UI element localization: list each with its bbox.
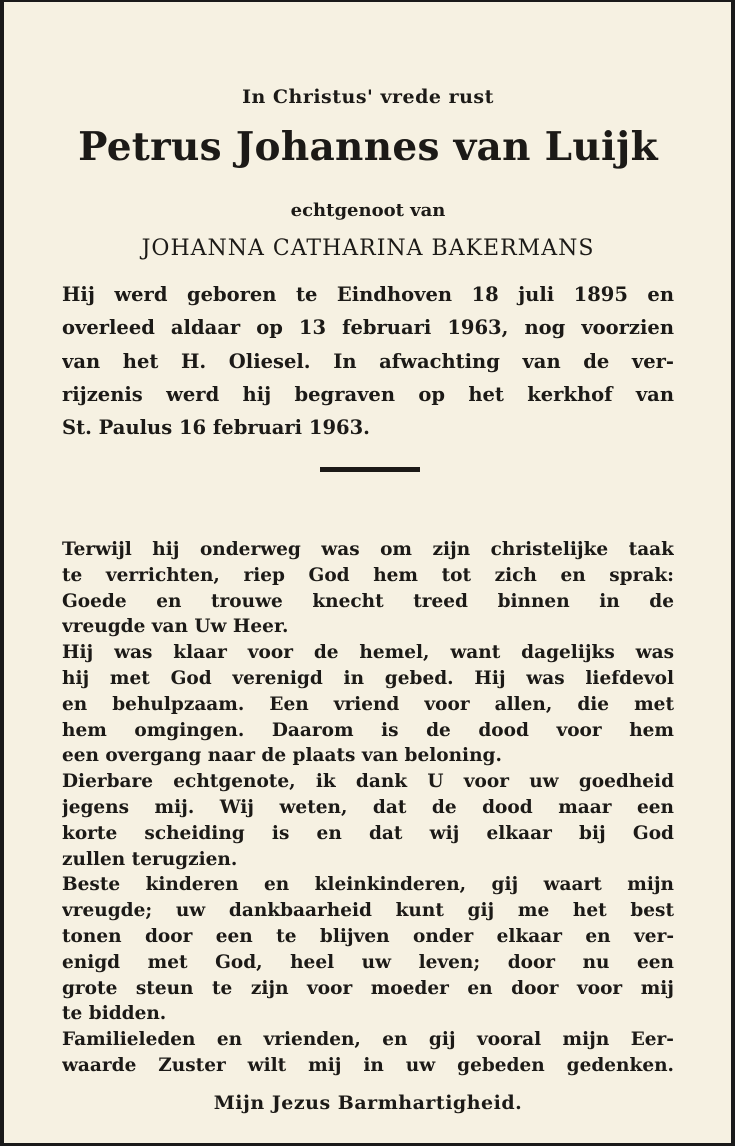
meditation-line: tonen door een te blijven onder elkaar en ver- <box>62 925 674 947</box>
meditation-line: vreugde; uw dankbaarheid kunt gij me het best <box>62 900 674 922</box>
bio-line: overleed aldaar op 13 februari 1963, nog voorzien <box>62 316 674 340</box>
meditation-line: een overgang naar de plaats van beloning. <box>62 745 502 767</box>
meditation-line: hem omgingen. Daarom is de dood voor hem <box>62 719 674 741</box>
meditation-line: zullen terugzien. <box>62 848 238 870</box>
meditation-line: Terwijl hij onderweg was om zijn christelijke taak <box>62 539 674 560</box>
meditation-line: Goede en trouwe knecht treed binnen in de <box>62 590 674 612</box>
opening-phrase: In Christus' vrede rust <box>242 86 494 108</box>
meditation-line: korte scheiding is en dat wij elkaar bij God <box>62 822 674 844</box>
meditation-line: enigd met God, heel uw leven; door nu een <box>62 951 674 973</box>
meditation-line: Dierbare echtgenote, ik dank U voor uw goedheid <box>62 771 674 793</box>
meditation-line: te verrichten, riep God hem tot zich en sprak: <box>62 564 674 586</box>
bio-line: rijzenis werd hij begraven op het kerkhof van <box>62 382 674 406</box>
meditation-line: Beste kinderen en kleinkinderen, gij waart mijn <box>62 874 674 896</box>
spouse-name: JOHANNA CATHARINA BAKERMANS <box>141 236 595 261</box>
memorial-card <box>4 2 731 1143</box>
spouse-label: echtgenoot van <box>290 200 446 221</box>
deceased-name: Petrus Johannes van Luijk <box>78 124 658 170</box>
closing-prayer: Mijn Jezus Barmhartigheid. <box>213 1092 523 1114</box>
meditation-text <box>62 537 674 1079</box>
meditation-line: vreugde van Uw Heer. <box>62 616 289 638</box>
bio-line: Hij werd geboren te Eindhoven 18 juli 1895 en <box>62 283 674 306</box>
bio-line: St. Paulus 16 februari 1963. <box>62 416 370 440</box>
meditation-line: waarde Zuster wilt mij in uw gebeden gedenken. <box>62 1054 674 1076</box>
meditation-line: hij met God verenigd in gebed. Hij was liefdevol <box>62 667 674 689</box>
divider-rule <box>320 467 420 472</box>
bio-line: van het H. Oliesel. In afwachting van de ver- <box>62 349 674 373</box>
biography-paragraph <box>62 278 674 444</box>
meditation-line: jegens mij. Wij weten, dat de dood maar een <box>62 796 674 818</box>
meditation-line: en behulpzaam. Een vriend voor allen, die met <box>62 693 674 715</box>
meditation-line: grote steun te zijn voor moeder en door voor mij <box>62 977 674 999</box>
meditation-line: Familieleden en vrienden, en gij vooral mijn Eer- <box>62 1029 674 1051</box>
meditation-line: Hij was klaar voor de hemel, want dagelijks was <box>62 642 674 664</box>
meditation-line: te bidden. <box>62 1003 167 1025</box>
